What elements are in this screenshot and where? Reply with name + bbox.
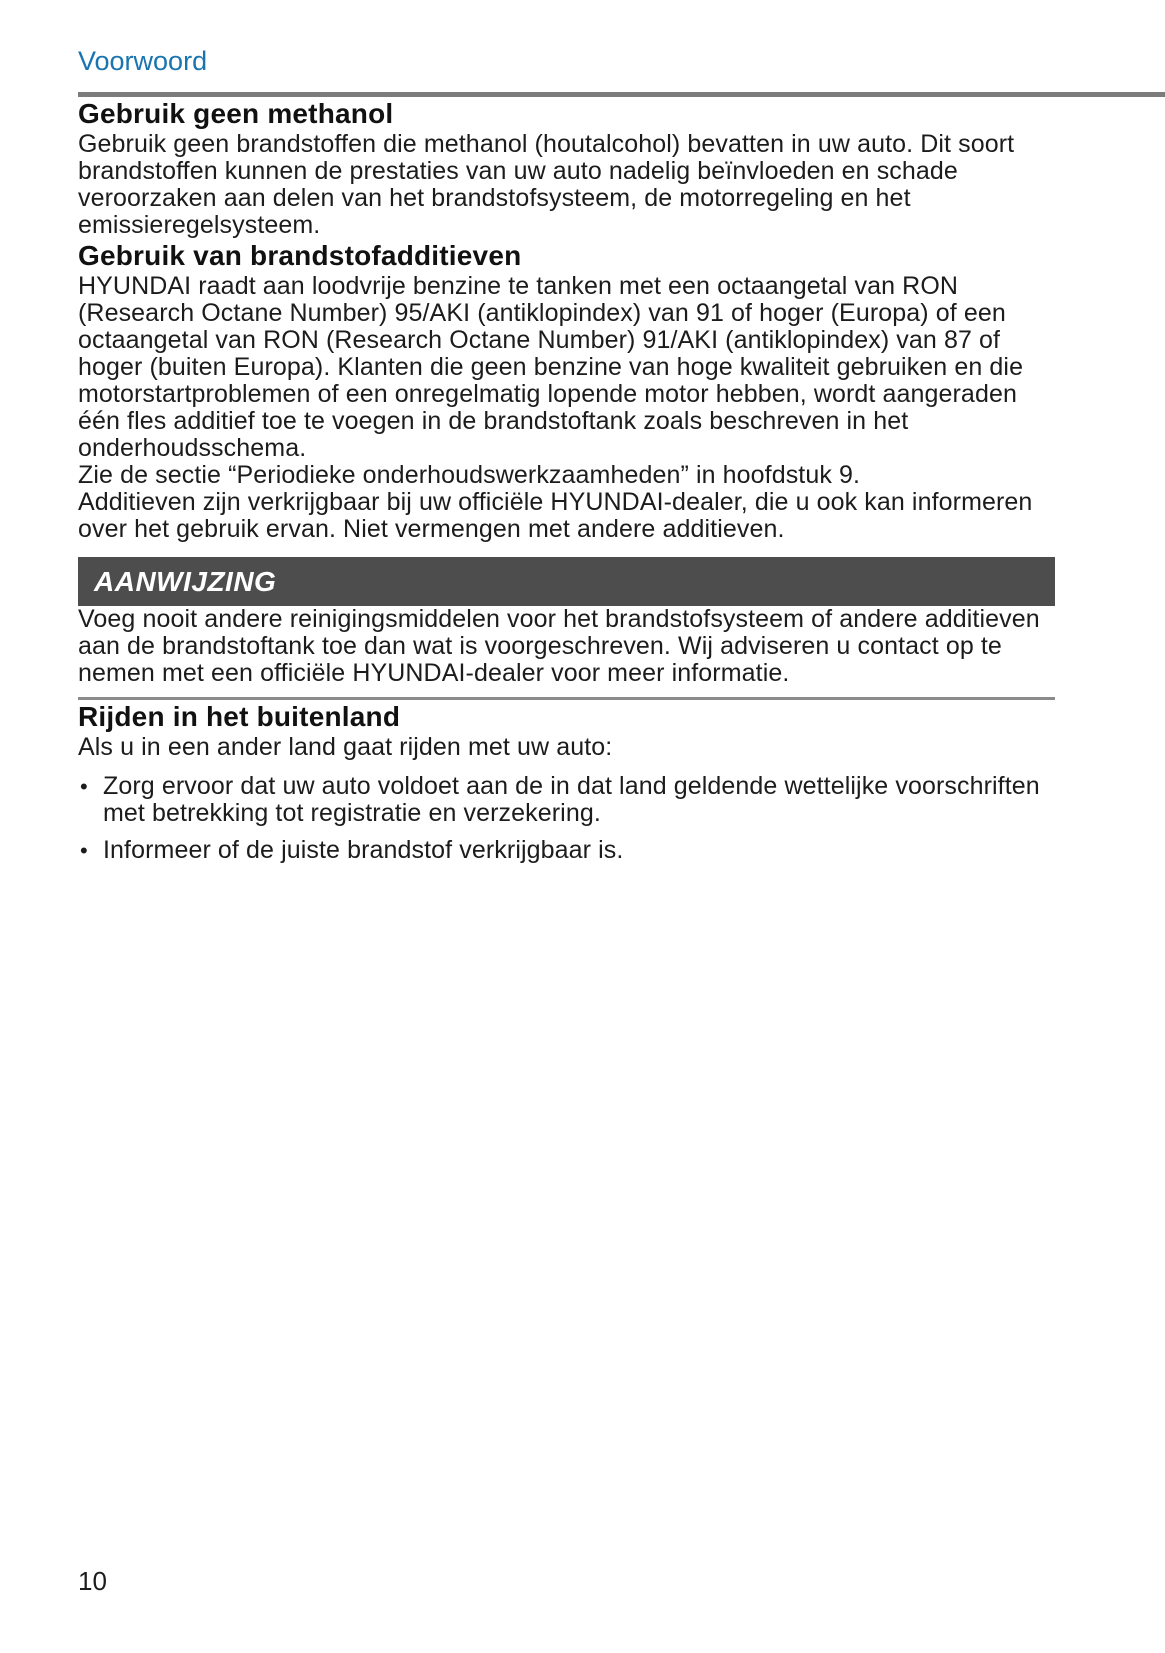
page-number: 10 <box>78 1566 107 1596</box>
paragraph-additieven-3: Additieven zijn verkrijgbaar bij uw officiële HYUNDAI-dealer, die u ook kan informeren over het gebruik ervan. Niet vermengen met andere additieven. <box>78 488 1033 543</box>
bullet-dot-icon: • <box>80 774 88 799</box>
bullet-item <box>78 773 1055 827</box>
notice-body: Voeg nooit andere reinigingsmiddelen voor het brandstofsysteem of andere additieven aan de brandstoftank toe dan wat is voorgeschreven. Wij adviseren u contact op te nemen met een officiële HYUNDAI-dealer voor meer informatie. <box>78 605 1040 687</box>
section-heading-methanol: Gebruik geen methanol <box>78 98 394 129</box>
paragraph-buitenland-intro: Als u in een ander land gaat rijden met uw auto: <box>78 733 613 761</box>
chapter-title: Voorwoord <box>78 46 208 76</box>
bullet-dot-icon: • <box>80 838 88 863</box>
bullet-item <box>78 837 1055 864</box>
notice-banner <box>78 557 1055 606</box>
paragraph-additieven-1: HYUNDAI raadt aan loodvrije benzine te tanken met een octaangetal van RON (Research Octane Number) 95/AKI (antiklopindex) van 91 of hoger (Europa) of een octaangetal van RON (Research Octane Number) 91/AKI (antiklopindex) van 87 of hoger (buiten Europa). Klanten die geen benzine van hoge kwaliteit gebruiken en die motorstartproblemen of een onregelmatig lopende motor hebben, wordt aangeraden één fles additief toe te voegen in de brandstoftank zoals beschreven in het onderhoudsschema. <box>78 272 1024 462</box>
paragraph-additieven-2: Zie de sectie “Periodieke onderhoudswerkzaamheden” in hoofdstuk 9. <box>78 461 861 489</box>
bullet-list <box>78 773 1055 864</box>
bullet-text: Informeer of de juiste brandstof verkrijgbaar is. <box>103 836 624 864</box>
paragraph-methanol: Gebruik geen brandstoffen die methanol (houtalcohol) bevatten in uw auto. Dit soort brandstoffen kunnen de prestaties van uw auto nadelig beïnvloeden en schade veroorzaken aan delen van het brandstofsysteem, de motorregeling en het emissieregelsysteem. <box>78 130 1015 239</box>
section-heading-buitenland: Rijden in het buitenland <box>78 701 401 732</box>
page-content <box>0 44 1165 864</box>
bullet-text: Zorg ervoor dat uw auto voldoet aan de in dat land geldende wettelijke voorschriften met betrekking tot registratie en verzekering. <box>103 772 1040 827</box>
section-heading-additieven: Gebruik van brandstofadditieven <box>78 240 522 271</box>
notice-title: AANWIJZING <box>94 565 277 597</box>
